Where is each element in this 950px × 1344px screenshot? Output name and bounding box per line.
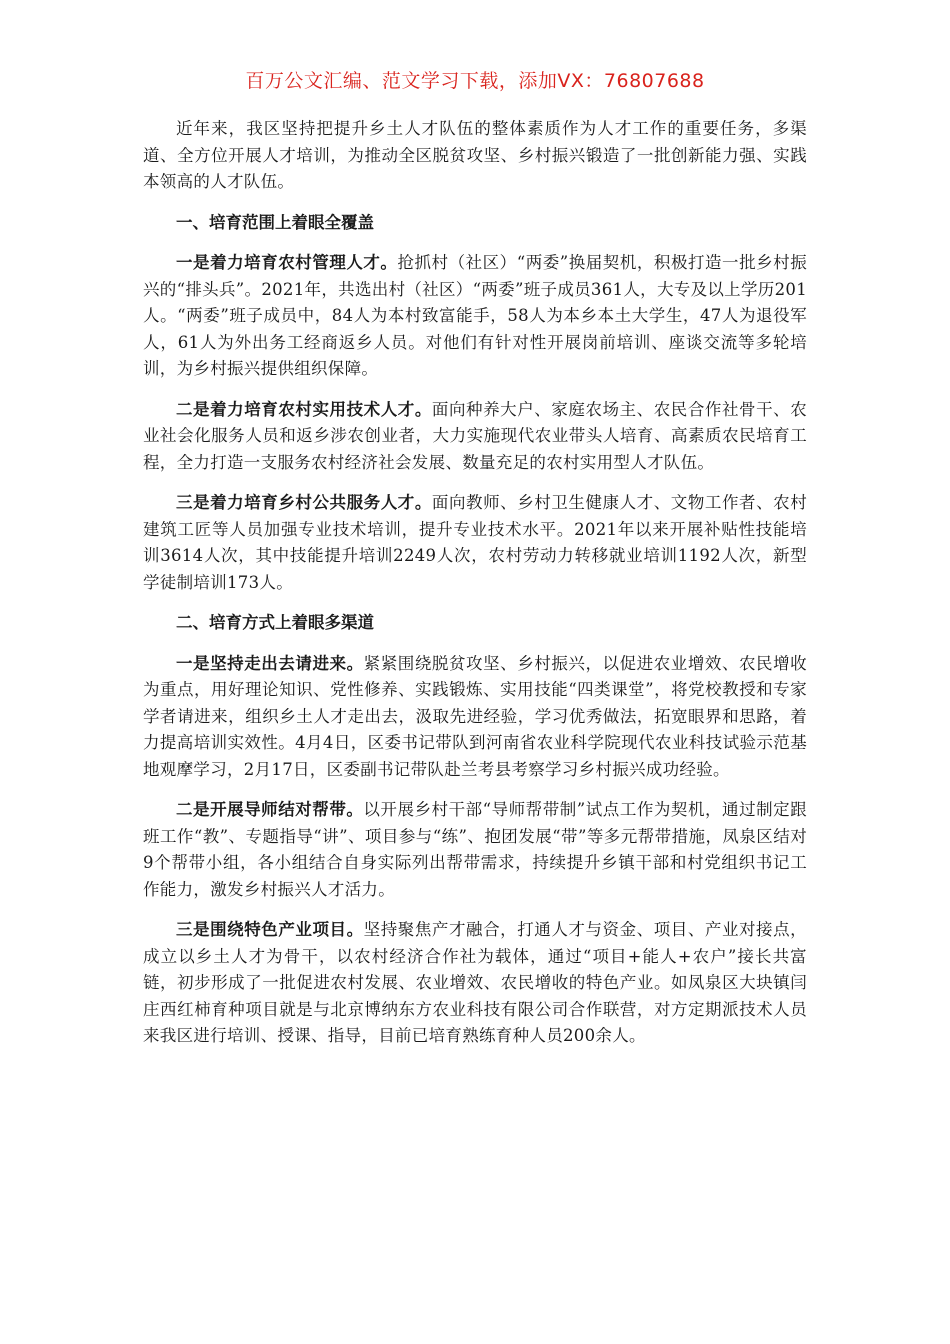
item-lead: 一是坚持走出去请进来。: [176, 653, 364, 673]
item-lead: 一是着力培育农村管理人才。: [176, 253, 398, 272]
section2-item-1: [143, 651, 807, 784]
section-heading-1: 一、培育范围上着眼全覆盖: [176, 212, 374, 232]
intro-paragraph: 近年来，我区坚持把提升乡土人才队伍的整体素质作为人才工作的重要任务，多渠道、全方位开展人才培训，为推动全区脱贫攻坚、乡村振兴锻造了一批创新能力强、实践本领高的人才队伍。: [143, 119, 807, 191]
section2-item-3: [143, 917, 807, 1050]
section-heading-2: 二、培育方式上着眼多渠道: [176, 613, 374, 632]
section2-item-2: [143, 797, 807, 903]
banner-watermark: 百万公文汇编、范文学习下载，添加VX：76807688: [245, 70, 705, 92]
item-lead: 三是围绕特色产业项目。: [176, 920, 364, 939]
item-lead: 二是开展导师结对帮带。: [176, 800, 364, 819]
item-lead: 三是着力培育乡村公共服务人才。: [176, 493, 432, 512]
section1-item-3: [143, 490, 807, 596]
item-text: 坚持聚焦产才融合，打通人才与资金、项目、产业对接点，成立以乡土人才为骨干，以农村经济合作社为载体，通过“项目+能人+农户”接长共富链，初步形成了一批促进农村发展、农业增效、农民增收的特色产业。如凤泉区大块镇闫庄西红柿育种项目就是与北京博纳东方农业科技有限公司合作联营，对方定期派技术人员来我区进行培训、授课、指导，目前已培育熟练育种人员200余人。: [143, 920, 807, 1045]
section1-item-2: [143, 397, 807, 477]
section1-item-1: [143, 250, 807, 383]
item-text: 面向教师、乡村卫生健康人才、文物工作者、农村建筑工匠等人员加强专业技术培训，提升专业技术水平。2021年以来开展补贴性技能培训3614人次，其中技能提升培训2249人次，农村劳动力转移就业培训1192人次，新型学徒制培训173人。: [143, 493, 807, 592]
item-text: 紧紧围绕脱贫攻坚、乡村振兴，以促进农业增效、农民增收为重点，用好理论知识、党性修养、实践锻炼、实用技能“四类课堂”，将党校教授和专家学者请进来，组织乡土人才走出去，汲取先进经验，学习优秀做法，拓宽眼界和思路，着力提高培训实效性。4月4日，区委书记带队到河南省农业科学院现代农业科技试验示范基地观摩学习，2月17日，区委副书记带队赴兰考县考察学习乡村振兴成功经验。: [143, 653, 807, 779]
item-lead: 二是着力培育农村实用技术人才。: [176, 399, 432, 419]
item-text: 面向种养大户、家庭农场主、农民合作社骨干、农业社会化服务人员和返乡涉农创业者，大力实施现代农业带头人培育、高素质农民培育工程，全力打造一支服务农村经济社会发展、数量充足的农村实用型人才队伍。: [143, 399, 807, 472]
item-text: 以开展乡村干部“导师帮带制”试点工作为契机，通过制定跟班工作“教”、专题指导“讲”、项目参与“练”、抱团发展“带”等多元帮带措施，凤泉区结对9个帮带小组，各小组结合自身实际列出帮带需求，持续提升乡镇干部和村党组织书记工作能力，激发乡村振兴人才活力。: [143, 800, 807, 899]
item-text: 抢抓村（社区）“两委”换届契机，积极打造一批乡村振兴的“排头兵”。2021年，共选出村（社区）“两委”班子成员361人，大专及以上学历201人。“两委”班子成员中，84人为本村致富能手，58人为本乡本土大学生，47人为退役军人，61人为外出务工经商返乡人员。对他们有针对性开展岗前培训、座谈交流等多轮培训，为乡村振兴提供组织保障。: [143, 253, 807, 378]
document-body: [143, 116, 807, 1064]
